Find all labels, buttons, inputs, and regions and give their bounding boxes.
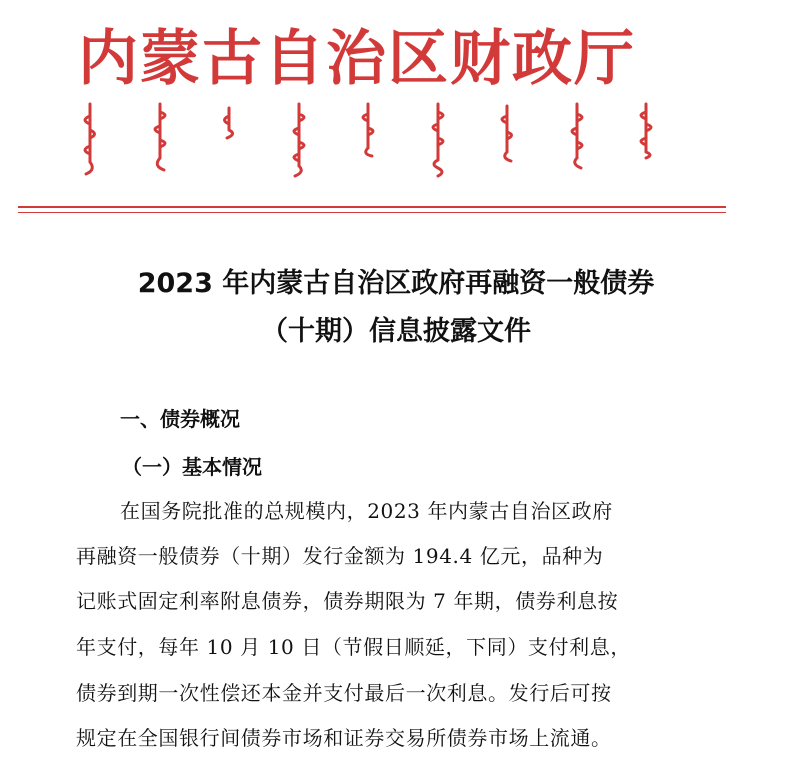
mongolian-word-icon — [217, 102, 241, 178]
mongolian-word-icon — [495, 102, 519, 178]
mongolian-word-icon — [426, 102, 450, 178]
paragraph-line: 再融资一般债券（十期）发行金额为 194.4 亿元，品种为 — [76, 544, 604, 568]
mongolian-word-icon — [356, 102, 380, 178]
paragraph-line: 在国务院批准的总规模内，2023 年内蒙古自治区政府 — [120, 499, 613, 523]
paragraph-line: 债券到期一次性偿还本金并支付最后一次利息。发行后可按 — [76, 681, 612, 705]
mongolian-word-icon — [565, 102, 589, 178]
header-divider-thin — [18, 212, 726, 213]
paragraph-line: 记账式固定利率附息债券，债券期限为 7 年期，债券利息按 — [76, 589, 619, 613]
document-title-line-1: 2023 年内蒙古自治区政府再融资一般债券 — [137, 268, 655, 299]
mongolian-word-icon — [287, 102, 311, 178]
section-heading-bond-overview: 一、债券概况 — [120, 407, 240, 431]
mongolian-word-icon — [148, 102, 172, 178]
paragraph-line: 规定在全国银行间债券市场和证券交易所债券市场上流通。 — [76, 726, 612, 750]
mongolian-script-header — [78, 102, 658, 182]
document-title-line-2: （十期）信息披露文件 — [261, 316, 531, 347]
mongolian-word-icon — [634, 102, 658, 178]
mongolian-word-icon — [78, 102, 102, 178]
header-divider-thick — [18, 206, 726, 208]
subsection-heading-basic-info: （一）基本情况 — [122, 455, 262, 479]
agency-name-header: 内蒙古自治区财政厅 — [78, 24, 636, 94]
paragraph-line: 年支付，每年 10 月 10 日（节假日顺延，下同）支付利息， — [76, 635, 631, 659]
